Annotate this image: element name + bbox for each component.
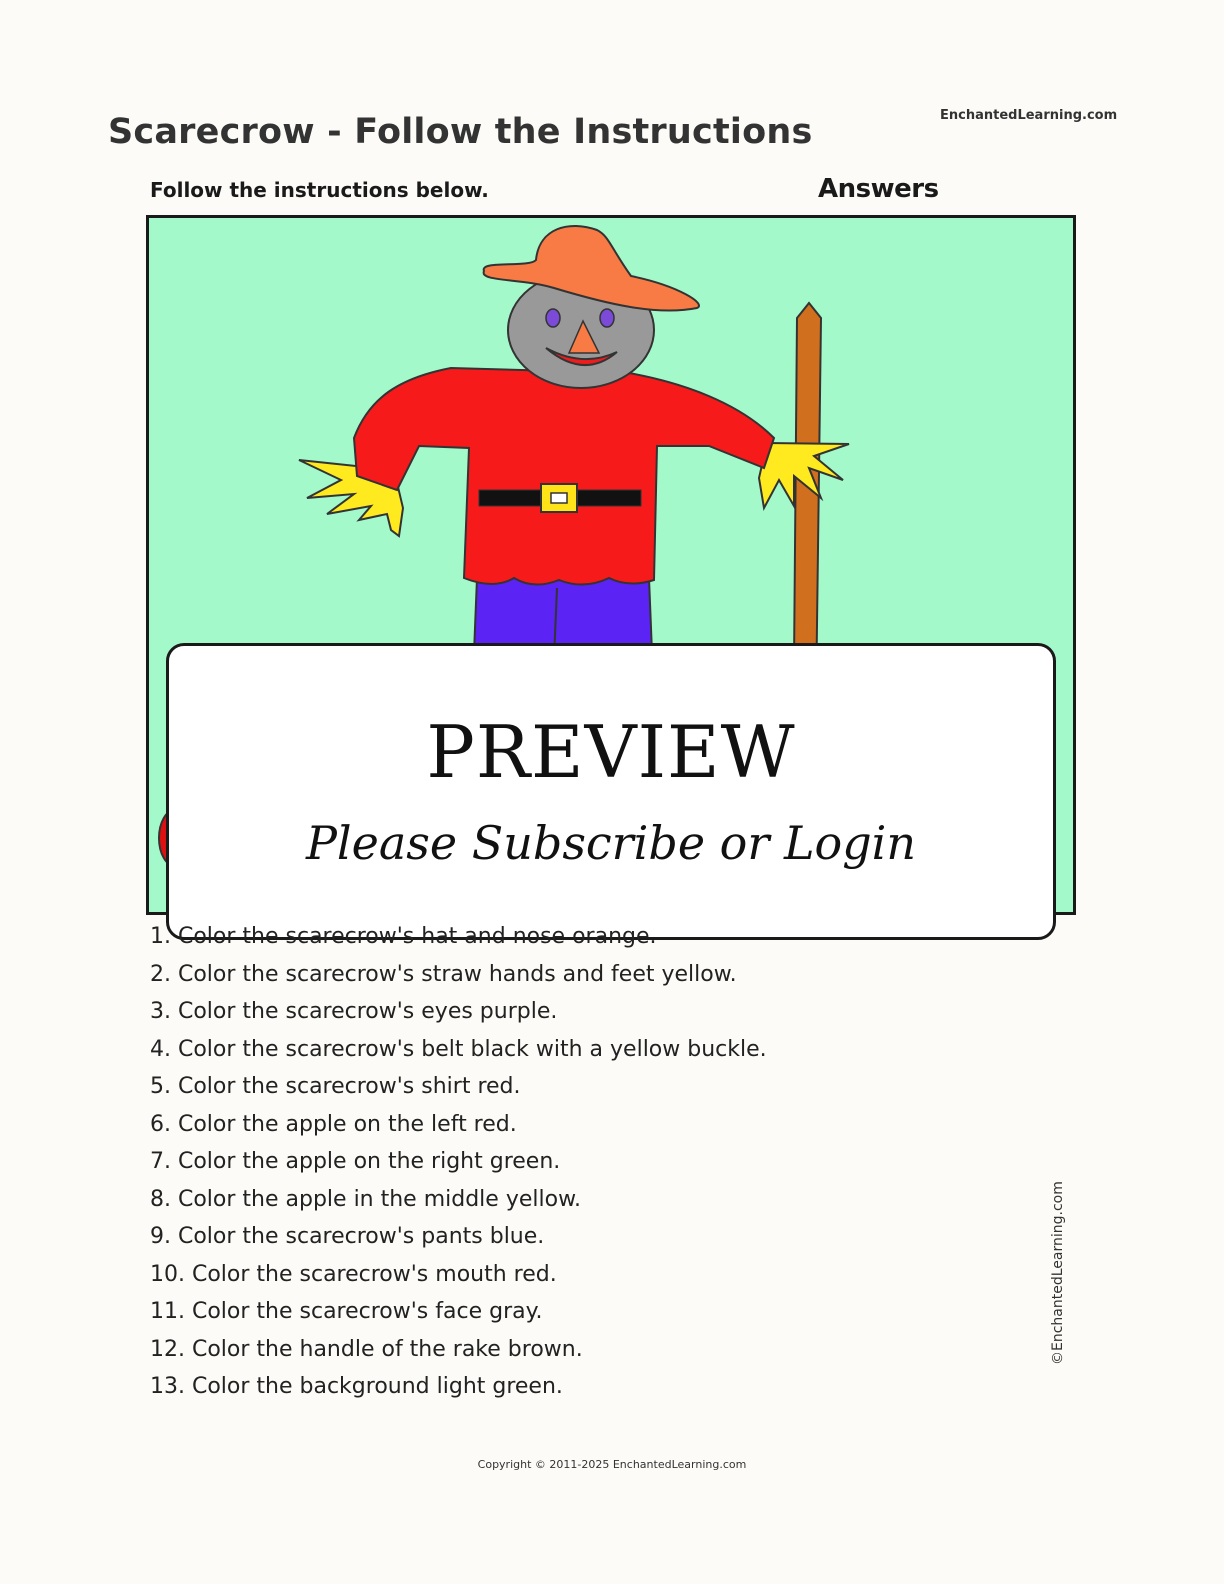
preview-overlay[interactable] [166,643,1056,940]
instruction-item: 7. Color the apple on the right green. [150,1149,561,1174]
instruction-item: 12. Color the handle of the rake brown. [150,1336,583,1362]
shirt [354,368,774,585]
site-name: EnchantedLearning.com [940,108,1118,123]
left-eye [546,309,560,327]
instruction-item: 4. Color the scarecrow's belt black with a yellow buckle. [150,1036,767,1062]
instruction-item: 10. Color the scarecrow's mouth red. [150,1261,557,1287]
instruction-item: 5. Color the scarecrow's shirt red. [150,1074,521,1099]
side-credit: ©EnchantedLearning.com [1050,1181,1066,1365]
page-title: Scarecrow - Follow the Instructions [108,112,813,152]
instruction-item: 8. Color the apple in the middle yellow. [150,1186,582,1212]
instruction-item: 3. Color the scarecrow's eyes purple. [150,999,558,1024]
instruction-item: 1. Color the scarecrow's hat and nose orange. [150,924,657,949]
preview-title: PREVIEW [426,710,796,794]
subscribe-login-prompt[interactable]: Please Subscribe or Login [305,816,917,870]
instruction-item: 13. Color the background light green. [150,1374,563,1399]
instruction-item: 9. Color the scarecrow's pants blue. [150,1224,545,1249]
hat [484,226,699,311]
copyright-footer: Copyright © 2011-2025 EnchantedLearning.com [477,1458,747,1471]
instruction-item: 2. Color the scarecrow's straw hands and feet yellow. [150,961,737,987]
instruction-item: 6. Color the apple on the left red. [150,1111,517,1137]
right-eye [600,309,614,327]
instruction-item: 11. Color the scarecrow's face gray. [150,1299,543,1324]
instruction-list [150,918,767,1406]
instructions-intro: Follow the instructions below. [150,178,489,202]
answers-label: Answers [818,174,939,204]
